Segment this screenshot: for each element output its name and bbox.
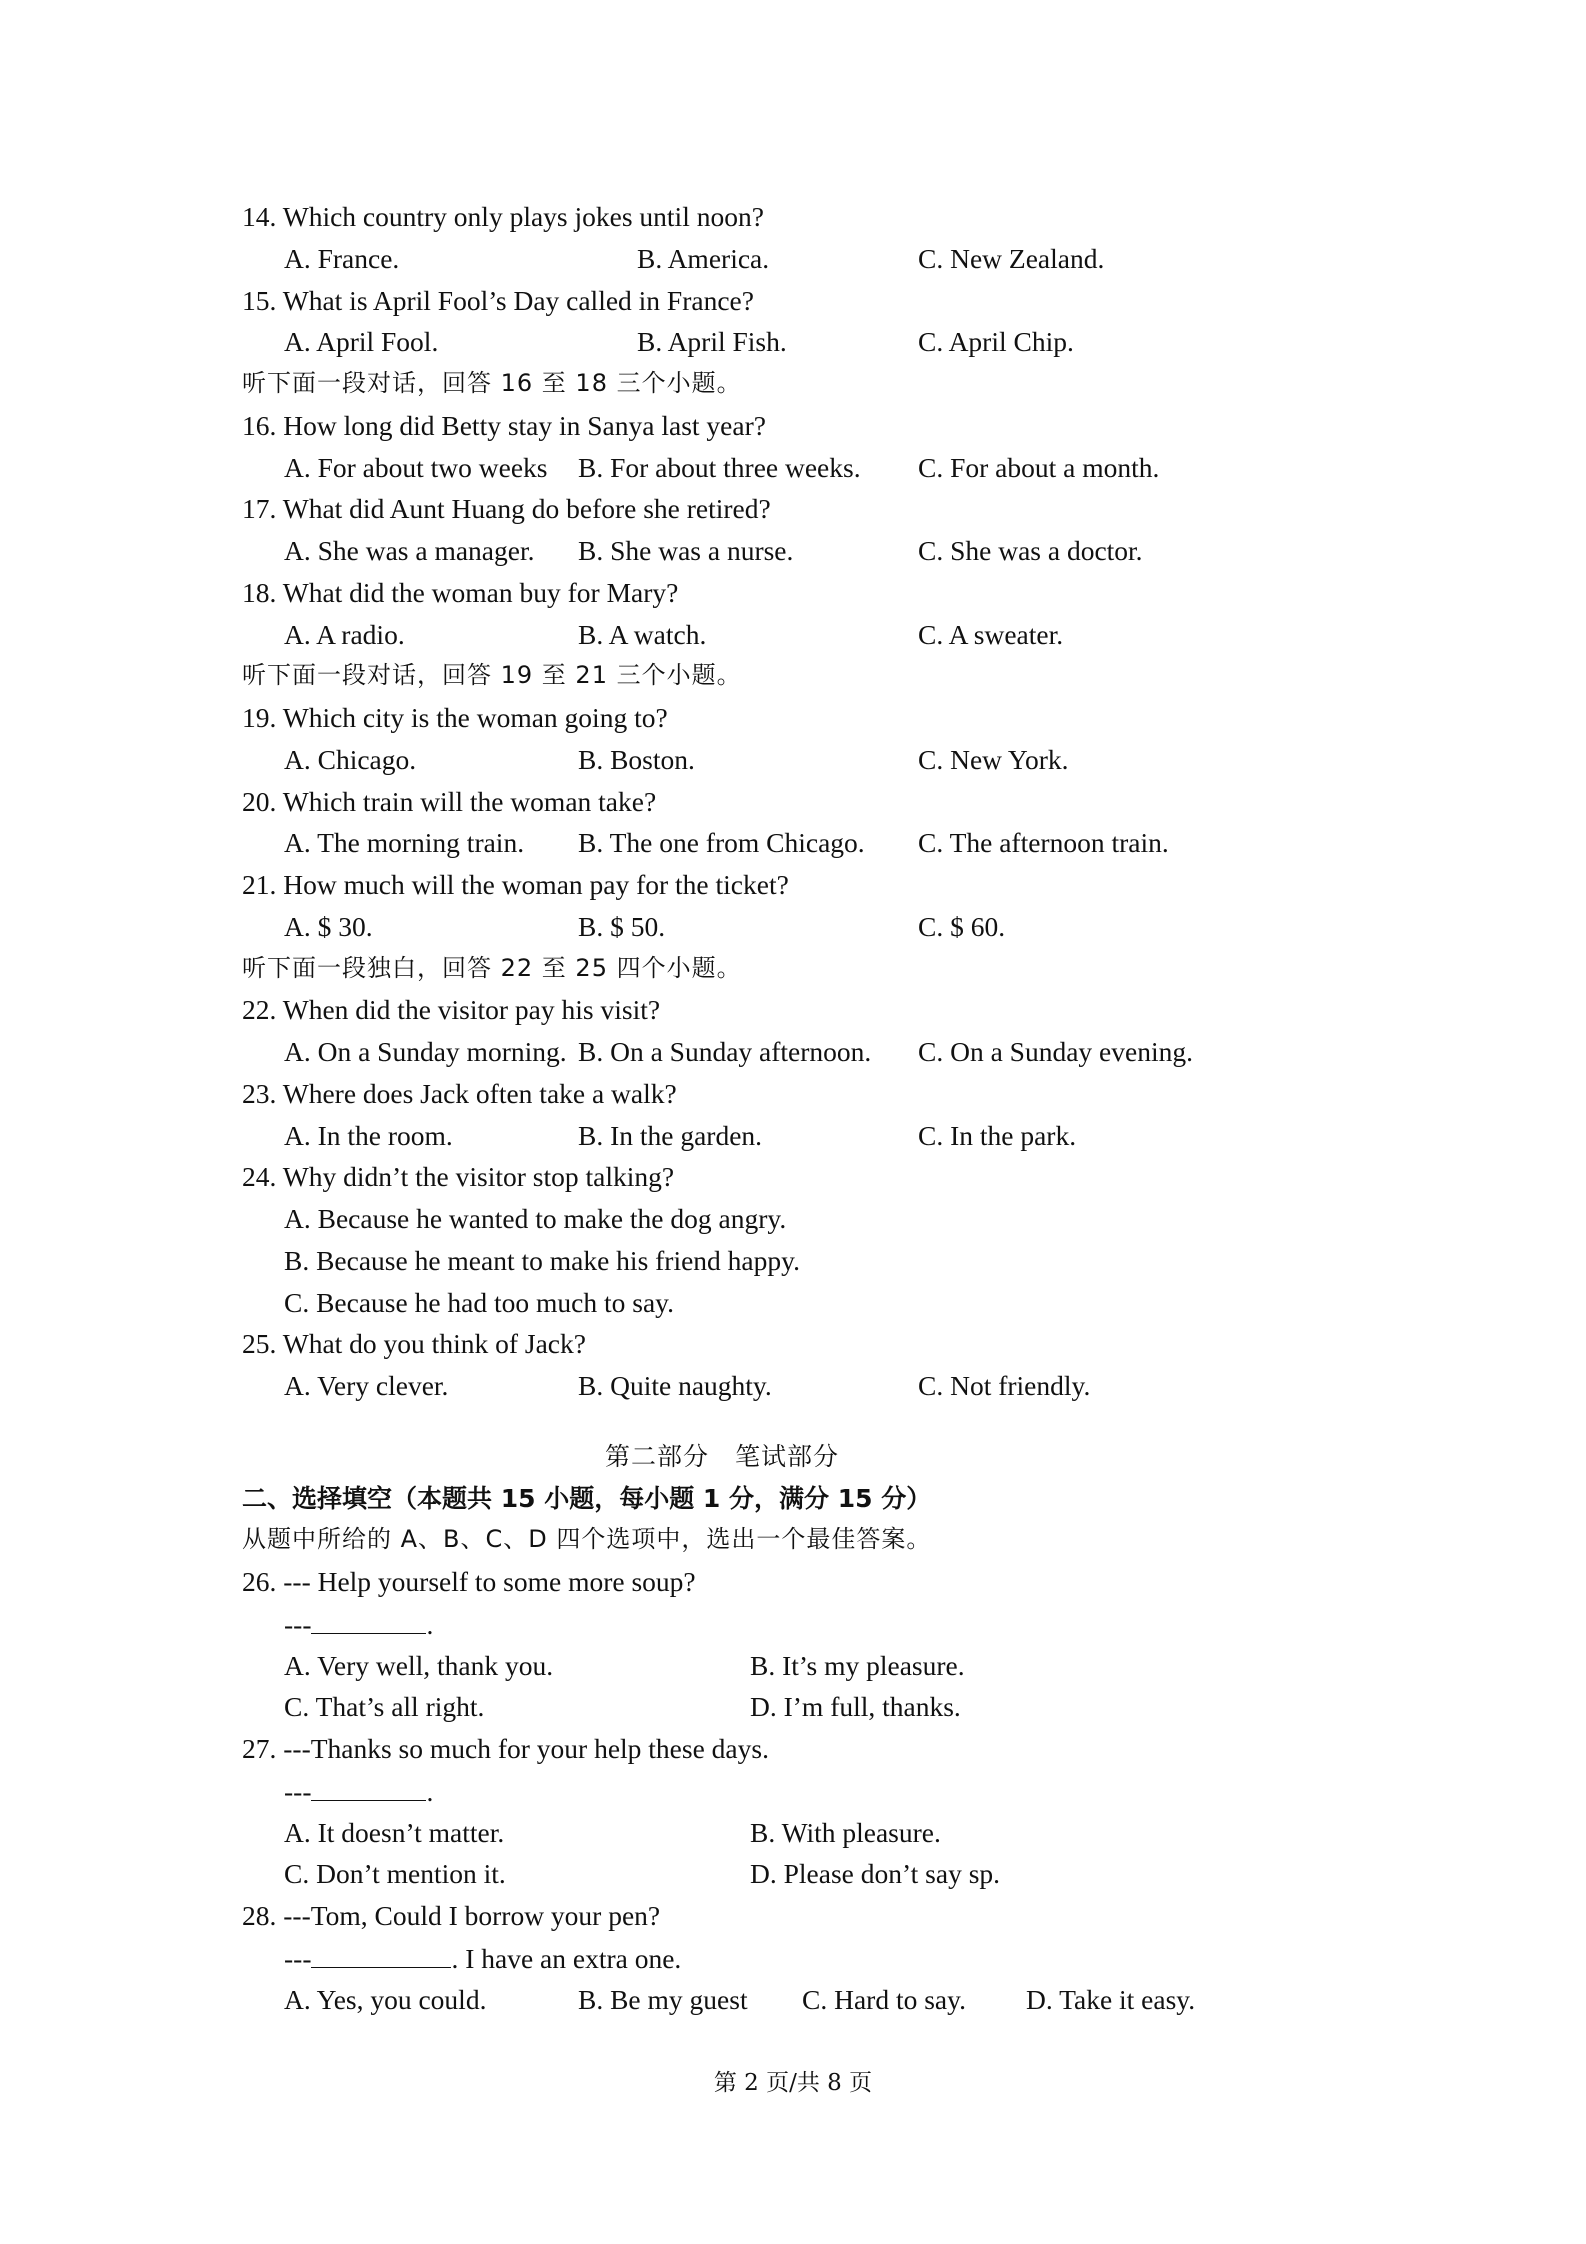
option-20-b: B. The one from Chicago. xyxy=(578,827,865,859)
option-14-a: A. France. xyxy=(284,242,400,274)
question-22: 22. When did the visitor pay his visit? xyxy=(242,994,661,1026)
option-15-c: C. April Chip. xyxy=(918,326,1074,358)
option-22-c: C. On a Sunday evening. xyxy=(918,1036,1193,1067)
section-two-heading: 二、选择填空（本题共 15 小题，每小题 1 分，满分 15 分） xyxy=(242,1483,932,1513)
answer-blank-26[interactable] xyxy=(311,1603,426,1634)
option-19-c: C. New York. xyxy=(918,743,1069,775)
options-14 xyxy=(242,238,1362,280)
options-18 xyxy=(242,614,1362,656)
options-20 xyxy=(242,822,1362,864)
option-22-b: B. On a Sunday afternoon. xyxy=(578,1036,872,1067)
option-27-b: B. With pleasure. xyxy=(750,1816,941,1848)
option-21-a: A. $ 30. xyxy=(284,910,373,942)
reply-28 xyxy=(242,1937,1362,1979)
options-17 xyxy=(242,530,1362,572)
question-15: 15. What is April Fool’s Day called in France? xyxy=(242,284,754,316)
question-21: 21. How much will the woman pay for the ticket? xyxy=(242,869,789,900)
option-17-b: B. She was a nurse. xyxy=(578,535,794,566)
option-26-d: D. I’m full, thanks. xyxy=(750,1691,961,1723)
option-24-c: C. Because he had too much to say. xyxy=(284,1286,674,1318)
question-25: 25. What do you think of Jack? xyxy=(242,1328,586,1360)
option-28-c: C. Hard to say. xyxy=(802,1983,966,2015)
answer-blank-28[interactable] xyxy=(311,1937,451,1968)
option-27-d: D. Please don’t say sp. xyxy=(750,1858,1001,1890)
options-22 xyxy=(242,1031,1362,1073)
part-two-title: 第二部分 笔试部分 xyxy=(604,1441,839,1471)
question-20: 20. Which train will the woman take? xyxy=(242,785,657,817)
option-23-b: B. In the garden. xyxy=(578,1119,763,1151)
option-26-a: A. Very well, thank you. xyxy=(284,1649,554,1681)
option-26-b: B. It’s my pleasure. xyxy=(750,1649,965,1681)
option-21-b: B. $ 50. xyxy=(578,910,666,942)
option-14-c: C. New Zealand. xyxy=(918,242,1105,274)
page-content xyxy=(242,196,1362,2020)
option-27-c: C. Don’t mention it. xyxy=(284,1858,506,1890)
option-16-b: B. For about three weeks. xyxy=(578,451,861,483)
page-footer: 第 2 页/共 8 页 xyxy=(713,2070,873,2096)
option-21-c: C. $ 60. xyxy=(918,910,1006,942)
option-26-c: C. That’s all right. xyxy=(284,1691,485,1723)
options-28 xyxy=(242,1979,1362,2021)
option-28-d: D. Take it easy. xyxy=(1026,1983,1196,2015)
reply-prefix: --- xyxy=(284,1942,312,1974)
option-20-c: C. The afternoon train. xyxy=(918,827,1169,859)
question-14: 14. Which country only plays jokes until noon? xyxy=(242,201,764,232)
options-25 xyxy=(242,1365,1362,1407)
question-19: 19. Which city is the woman going to? xyxy=(242,702,668,733)
question-27: 27. ---Thanks so much for your help these days. xyxy=(242,1733,769,1764)
instruction-19-21: 听下面一段对话，回答 19 至 21 三个小题。 xyxy=(242,661,742,690)
option-28-a: A. Yes, you could. xyxy=(284,1983,487,2015)
options-15 xyxy=(242,321,1362,363)
reply-27 xyxy=(242,1770,1362,1812)
option-25-b: B. Quite naughty. xyxy=(578,1370,772,1401)
option-18-b: B. A watch. xyxy=(578,618,707,650)
option-20-a: A. The morning train. xyxy=(284,827,525,859)
option-24-a: A. Because he wanted to make the dog angry. xyxy=(284,1203,787,1234)
question-24: 24. Why didn’t the visitor stop talking? xyxy=(242,1161,675,1193)
instruction-16-18: 听下面一段对话，回答 16 至 18 三个小题。 xyxy=(242,369,742,397)
section-gap xyxy=(242,1407,1362,1436)
option-17-c: C. She was a doctor. xyxy=(918,535,1143,566)
instruction-22-25: 听下面一段独白，回答 22 至 25 四个小题。 xyxy=(242,953,742,982)
option-22-a: A. On a Sunday morning. xyxy=(284,1036,567,1067)
options-26-row1 xyxy=(242,1645,1362,1687)
reply-26 xyxy=(242,1603,1362,1645)
options-27-row2 xyxy=(242,1853,1362,1895)
options-27-row1 xyxy=(242,1812,1362,1854)
question-26: 26. --- Help yourself to some more soup? xyxy=(242,1566,696,1597)
option-19-a: A. Chicago. xyxy=(284,743,417,775)
reply-suffix: . I have an extra one. xyxy=(451,1942,682,1974)
options-26-row2 xyxy=(242,1686,1362,1728)
option-19-b: B. Boston. xyxy=(578,743,695,775)
options-19 xyxy=(242,739,1362,781)
reply-suffix: . xyxy=(426,1775,434,1807)
option-14-b: B. America. xyxy=(637,242,770,274)
option-17-a: A. She was a manager. xyxy=(284,535,535,566)
options-16 xyxy=(242,447,1362,489)
options-21 xyxy=(242,906,1362,948)
option-25-a: A. Very clever. xyxy=(284,1370,449,1401)
option-15-a: A. April Fool. xyxy=(284,326,439,358)
option-25-c: C. Not friendly. xyxy=(918,1370,1091,1401)
option-23-a: A. In the room. xyxy=(284,1119,453,1151)
reply-suffix: . xyxy=(426,1608,434,1640)
option-15-b: B. April Fish. xyxy=(637,326,787,358)
question-23: 23. Where does Jack often take a walk? xyxy=(242,1077,677,1109)
option-27-a: A. It doesn’t matter. xyxy=(284,1816,505,1848)
option-24-b: B. Because he meant to make his friend happy. xyxy=(284,1244,800,1276)
option-23-c: C. In the park. xyxy=(918,1119,1077,1151)
answer-blank-27[interactable] xyxy=(311,1770,426,1801)
option-28-b: B. Be my guest xyxy=(578,1983,748,2015)
option-18-a: A. A radio. xyxy=(284,618,405,650)
reply-prefix: --- xyxy=(284,1775,312,1807)
section-two-instruction: 从题中所给的 A、B、C、D 四个选项中，选出一个最佳答案。 xyxy=(242,1525,932,1554)
question-18: 18. What did the woman buy for Mary? xyxy=(242,576,679,608)
reply-prefix: --- xyxy=(284,1608,312,1640)
question-28: 28. ---Tom, Could I borrow your pen? xyxy=(242,1900,661,1931)
question-16: 16. How long did Betty stay in Sanya last year? xyxy=(242,409,766,441)
option-18-c: C. A sweater. xyxy=(918,618,1064,650)
option-16-c: C. For about a month. xyxy=(918,451,1160,483)
option-16-a: A. For about two weeks xyxy=(284,451,548,483)
options-23 xyxy=(242,1115,1362,1157)
question-17: 17. What did Aunt Huang do before she retired? xyxy=(242,493,771,525)
